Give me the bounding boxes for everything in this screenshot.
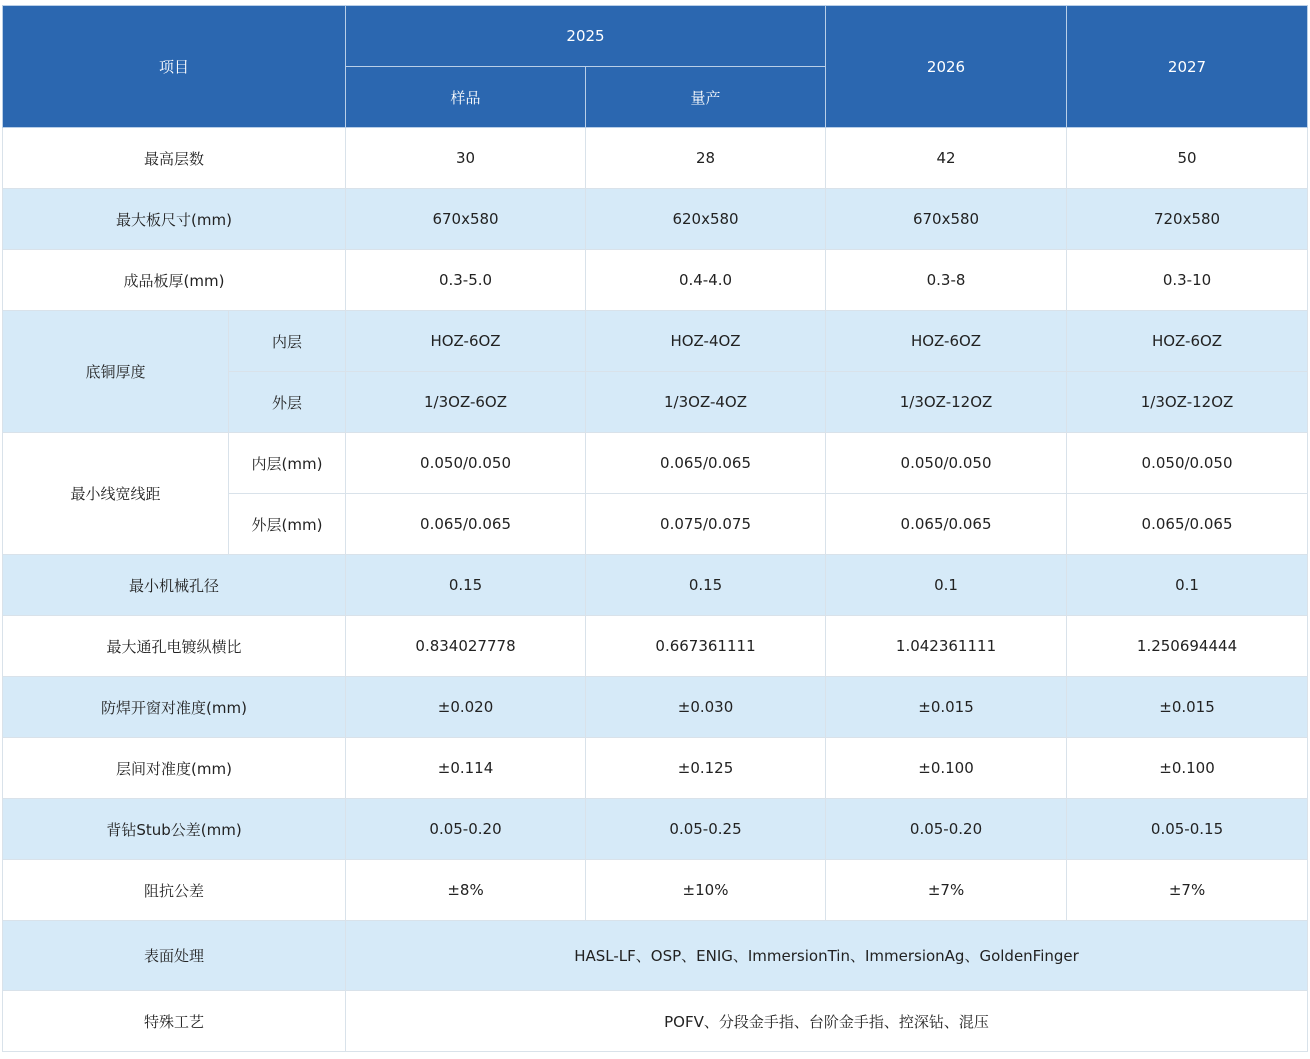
row-sublabel: 外层(mm): [229, 494, 346, 555]
table-header: [3, 6, 1308, 128]
table-cell: HOZ-6OZ: [826, 311, 1067, 372]
table-row: [3, 128, 1308, 189]
table-row: [3, 189, 1308, 250]
table-row: [3, 738, 1308, 799]
table-row: [3, 991, 1308, 1052]
table-cell: ±7%: [1067, 860, 1308, 921]
header-year-2025: 2025: [346, 6, 826, 67]
table-cell: 1/3OZ-6OZ: [346, 372, 586, 433]
table-cell: 620x580: [586, 189, 826, 250]
table-cell: 1/3OZ-12OZ: [826, 372, 1067, 433]
row-label: 最大通孔电镀纵横比: [3, 616, 346, 677]
table-cell: 50: [1067, 128, 1308, 189]
row-sublabel: 内层: [229, 311, 346, 372]
table-cell: 0.1: [1067, 555, 1308, 616]
row-label: 最高层数: [3, 128, 346, 189]
table-cell: ±10%: [586, 860, 826, 921]
row-label: 背钻Stub公差(mm): [3, 799, 346, 860]
table-row: [3, 677, 1308, 738]
table-cell: 0.3-5.0: [346, 250, 586, 311]
header-year-2026: 2026: [826, 6, 1067, 128]
row-label: 阻抗公差: [3, 860, 346, 921]
table-row: [3, 555, 1308, 616]
table-cell: 0.4-4.0: [586, 250, 826, 311]
table-cell: 0.050/0.050: [1067, 433, 1308, 494]
table-row: [3, 433, 1308, 494]
table-cell: 0.050/0.050: [346, 433, 586, 494]
table-cell: ±0.114: [346, 738, 586, 799]
table-cell: ±0.015: [1067, 677, 1308, 738]
table-cell: 0.3-8: [826, 250, 1067, 311]
table-cell: 0.065/0.065: [1067, 494, 1308, 555]
table-cell: 0.050/0.050: [826, 433, 1067, 494]
table-cell: 0.667361111: [586, 616, 826, 677]
table-cell-merged: HASL-LF、OSP、ENIG、ImmersionTin、ImmersionAg、GoldenFinger: [346, 921, 1308, 991]
row-sublabel: 外层: [229, 372, 346, 433]
table-cell: 0.05-0.20: [826, 799, 1067, 860]
table-cell: 0.065/0.065: [586, 433, 826, 494]
header-sample: 样品: [346, 67, 586, 128]
capability-table: [2, 5, 1308, 1052]
table-cell: 1/3OZ-12OZ: [1067, 372, 1308, 433]
table-cell: ±0.015: [826, 677, 1067, 738]
table-cell: ±7%: [826, 860, 1067, 921]
row-label: 成品板厚(mm): [3, 250, 346, 311]
table-cell: 0.3-10: [1067, 250, 1308, 311]
table-cell: 0.065/0.065: [826, 494, 1067, 555]
table-row: [3, 616, 1308, 677]
table-cell: HOZ-4OZ: [586, 311, 826, 372]
table-cell: ±8%: [346, 860, 586, 921]
row-label: 最小线宽线距: [3, 433, 229, 555]
table-cell: 720x580: [1067, 189, 1308, 250]
table-cell: HOZ-6OZ: [346, 311, 586, 372]
table-cell-merged: POFV、分段金手指、台阶金手指、控深钻、混压: [346, 991, 1308, 1052]
table-cell: 0.05-0.20: [346, 799, 586, 860]
table-row: [3, 250, 1308, 311]
row-label: 层间对准度(mm): [3, 738, 346, 799]
table-cell: 0.05-0.15: [1067, 799, 1308, 860]
header-mass-production: 量产: [586, 67, 826, 128]
table-cell: ±0.030: [586, 677, 826, 738]
table-cell: 0.065/0.065: [346, 494, 586, 555]
table-row: [3, 921, 1308, 991]
header-item: 项目: [3, 6, 346, 128]
table-cell: 0.1: [826, 555, 1067, 616]
table-cell: 1.042361111: [826, 616, 1067, 677]
row-sublabel: 内层(mm): [229, 433, 346, 494]
row-label: 表面处理: [3, 921, 346, 991]
table-cell: 0.15: [346, 555, 586, 616]
table-cell: ±0.020: [346, 677, 586, 738]
row-label: 特殊工艺: [3, 991, 346, 1052]
table-row: [3, 860, 1308, 921]
table-cell: 28: [586, 128, 826, 189]
row-label: 防焊开窗对准度(mm): [3, 677, 346, 738]
table-cell: 30: [346, 128, 586, 189]
table-cell: 670x580: [826, 189, 1067, 250]
table-row: [3, 799, 1308, 860]
header-year-2027: 2027: [1067, 6, 1308, 128]
table-cell: ±0.100: [826, 738, 1067, 799]
table-cell: 1/3OZ-4OZ: [586, 372, 826, 433]
row-label: 底铜厚度: [3, 311, 229, 433]
row-label: 最小机械孔径: [3, 555, 346, 616]
table-row: [3, 311, 1308, 372]
table-cell: 0.075/0.075: [586, 494, 826, 555]
table-cell: 1.250694444: [1067, 616, 1308, 677]
table-cell: 670x580: [346, 189, 586, 250]
table-cell: 0.834027778: [346, 616, 586, 677]
table-cell: 0.15: [586, 555, 826, 616]
table-cell: 42: [826, 128, 1067, 189]
table-cell: HOZ-6OZ: [1067, 311, 1308, 372]
table-cell: 0.05-0.25: [586, 799, 826, 860]
capability-table-container: [2, 5, 1308, 1052]
table-cell: ±0.100: [1067, 738, 1308, 799]
row-label: 最大板尺寸(mm): [3, 189, 346, 250]
table-cell: ±0.125: [586, 738, 826, 799]
